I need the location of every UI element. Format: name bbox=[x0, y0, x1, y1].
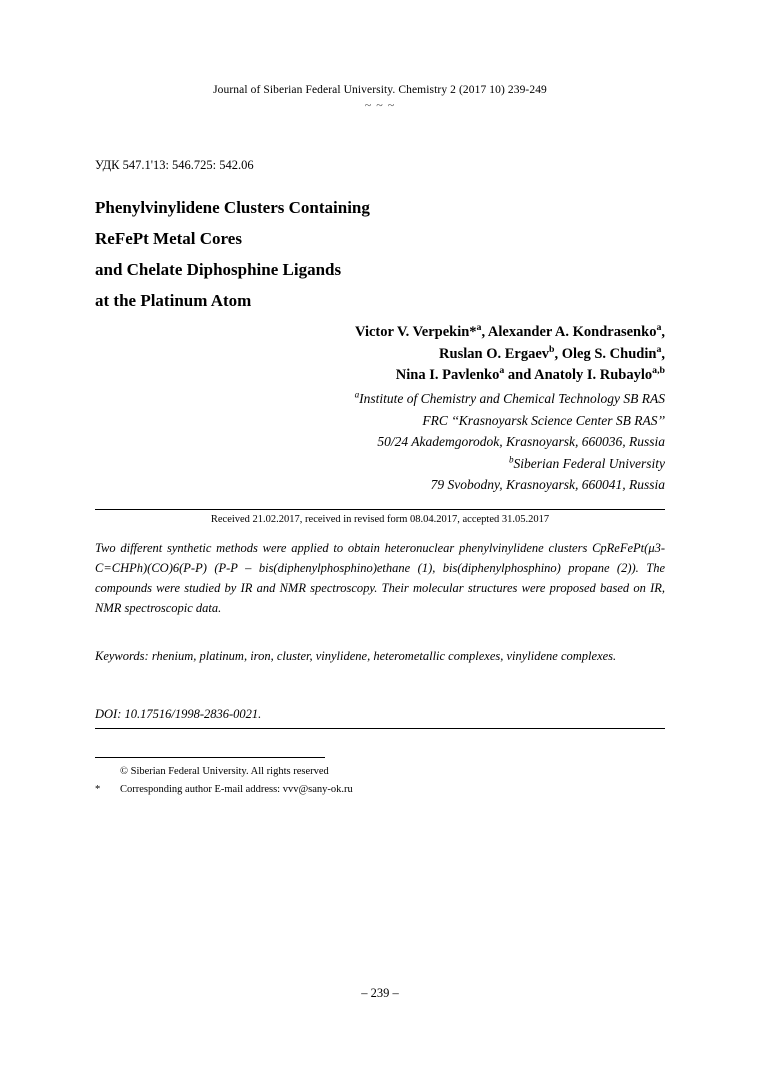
page-title bbox=[95, 192, 615, 316]
keywords-text: Keywords: rhenium, platinum, iron, cluster, vinylidene, heterometallic complexes, vinylidene complexes. bbox=[95, 649, 617, 663]
title-line-4: at the Platinum Atom bbox=[95, 291, 252, 310]
author-line-2: Ruslan O. Ergaev$^b$, Oleg S. Chudin$^a$, bbox=[439, 343, 665, 362]
page-number: – 239 – bbox=[361, 986, 399, 1000]
abstract-top-rule bbox=[95, 509, 665, 510]
abstract-bottom-rule bbox=[95, 728, 665, 729]
affiliation-list bbox=[105, 388, 665, 496]
author-line-1: Victor V. Verpekin*$^a$, Alexander A. Kondrasenko$^a$, bbox=[355, 322, 665, 340]
corresponding-author-text: Corresponding author E-mail address: vvv@sany-ok.ru bbox=[120, 784, 353, 795]
title-line-1: Phenylvinylidene Clusters Containing bbox=[95, 198, 370, 217]
footnote-block bbox=[95, 763, 665, 799]
affiliation-line-2: FRC ‘‘Krasnoyarsk Science Center SB RAS’’ bbox=[422, 412, 665, 428]
journal-running-head: Journal of Siberian Federal University. Chemistry 2 (2017 10) 239-249 bbox=[213, 84, 547, 96]
received-dates: Received 21.02.2017, received in revised form 08.04.2017, accepted 31.05.2017 bbox=[210, 514, 550, 525]
affiliation-line-4: $^b$Siberian Federal University bbox=[508, 454, 665, 471]
footnote-rule bbox=[95, 757, 325, 758]
affiliation-line-1: $^a$Institute of Chemistry and Chemical Technology SB RAS bbox=[354, 389, 665, 406]
affiliation-line-3: 50/24 Akademgorodok, Krasnoyarsk, 660036, Russia bbox=[377, 434, 665, 449]
doi-text: DOI: 10.17516/1998-2836-0021. bbox=[95, 707, 262, 721]
abstract-text: Two different synthetic methods were applied to obtain heteronuclear phenylvinylidene clusters CpReFePt(μ3-C=CHPh)(CO)6(P-P) (P-P – bis(diphenylphosphino)ethane (1), bis(diphenylphosphino) propane (2)). The compounds were studied by IR and NMR spectroscopy. Their molecular structures were proposed based on IR, NMR spectroscopic data. bbox=[95, 541, 665, 615]
corresponding-author-line bbox=[95, 781, 665, 799]
udc-code: УДК 547.1'13: 546.725: 542.06 bbox=[95, 158, 254, 172]
ornament-divider: ~ ~ ~ bbox=[364, 98, 396, 112]
copyright-line: © Siberian Federal University. All rights reserved bbox=[120, 766, 329, 777]
title-line-3: and Chelate Diphosphine Ligands bbox=[95, 260, 342, 279]
footnote-asterisk: * bbox=[95, 784, 101, 795]
title-line-2: ReFePt Metal Cores bbox=[95, 229, 242, 248]
author-line-3: Nina I. Pavlenko$^a$ and Anatoly I. Rubaylo$^{a,b}$ bbox=[395, 365, 665, 383]
author-list bbox=[145, 322, 665, 387]
affiliation-line-5: 79 Svobodny, Krasnoyarsk, 660041, Russia bbox=[430, 477, 665, 492]
